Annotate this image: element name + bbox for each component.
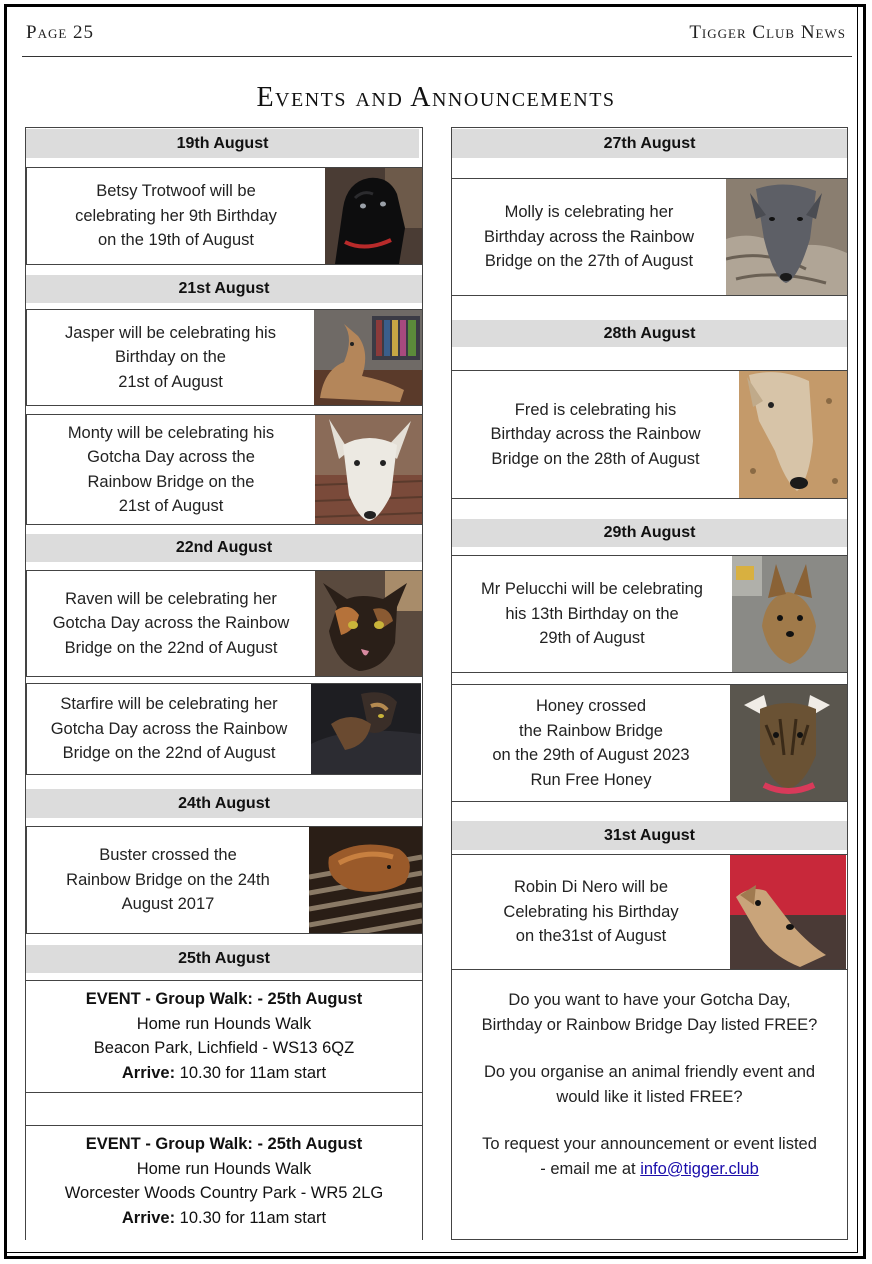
photo-molly-greyhound (726, 179, 847, 295)
date-heading-31-august: 31st August (452, 821, 847, 850)
announcement-robin-di-nero: Robin Di Nero will be Celebrating his Birthday on the31st of August (452, 854, 847, 970)
announcement-buster: Buster crossed the Rainbow Bridge on the 24th August 2017 (26, 826, 422, 934)
date-heading-25-august: 25th August (26, 945, 422, 973)
announcement-betsy: Betsy Trotwoof will be celebrating her 9th Birthday on the 19th of August (26, 167, 422, 265)
publication-name: Tigger Club News (689, 22, 846, 43)
announcement-mr-pelucchi: Mr Pelucchi will be celebrating his 13th Birthday on the 29th of August (452, 555, 847, 673)
left-column (25, 127, 423, 1240)
date-heading-19-august: 19th August (26, 129, 419, 158)
email-link[interactable]: info@tigger.club (640, 1159, 759, 1178)
page-title: Events and Announcements (256, 82, 616, 113)
header-divider (22, 56, 852, 57)
photo-mr-pelucchi-terrier (732, 556, 847, 672)
photo-starfire-cat (311, 684, 421, 774)
event-beacon-park-walk: EVENT - Group Walk: - 25th August Home run Hounds Walk Beacon Park, Lichfield - WS13 6QZ Arrive: 10.30 for 11am start (26, 980, 422, 1093)
date-heading-27-august: 27th August (452, 129, 847, 158)
announcement-starfire: Starfire will be celebrating her Gotcha Day across the Rainbow Bridge on the 22nd of August (26, 683, 421, 775)
photo-jasper-lurcher (314, 310, 422, 405)
event-worcester-woods-walk: EVENT - Group Walk: - 25th August Home run Hounds Walk Worcester Woods Country Park - WR5 2LG Arrive: 10.30 for 11am start (26, 1125, 422, 1240)
page-number: Page 25 (26, 22, 95, 43)
right-column (451, 127, 848, 1240)
date-heading-24-august: 24th August (26, 789, 422, 818)
photo-robin-lurcher (730, 855, 846, 969)
date-heading-21-august: 21st August (26, 275, 422, 303)
announcement-raven: Raven will be celebrating her Gotcha Day across the Rainbow Bridge on the 22nd of August (26, 570, 422, 677)
photo-buster-dog (309, 827, 422, 933)
photo-honey-greyhound (730, 685, 847, 801)
announcement-fred: Fred is celebrating his Birthday across the Rainbow Bridge on the 28th of August (452, 370, 847, 499)
announcement-molly: Molly is celebrating her Birthday across the Rainbow Bridge on the 27th of August (452, 178, 847, 296)
announcement-jasper: Jasper will be celebrating his Birthday on the 21st of August (26, 309, 422, 406)
announcement-honey: Honey crossed the Rainbow Bridge on the 29th of August 2023 Run Free Honey (452, 684, 847, 802)
photo-fred-greyhound (739, 371, 847, 498)
announcement-monty: Monty will be celebrating his Gotcha Day across the Rainbow Bridge on the 21st of August (26, 414, 422, 525)
date-heading-22-august: 22nd August (26, 534, 422, 562)
date-heading-28-august: 28th August (452, 320, 847, 347)
photo-betsy-greyhound (325, 168, 422, 264)
listing-info: Do you want to have your Gotcha Day, Birthday or Rainbow Bridge Day listed FREE? Do you organise an animal friendly event and would like it listed FREE? To request your announcement or event listed - email me at info@tigger.club (481, 991, 818, 1178)
photo-raven-cat (315, 571, 422, 676)
photo-monty-greyhound (315, 415, 422, 524)
date-heading-29-august: 29th August (452, 519, 847, 547)
